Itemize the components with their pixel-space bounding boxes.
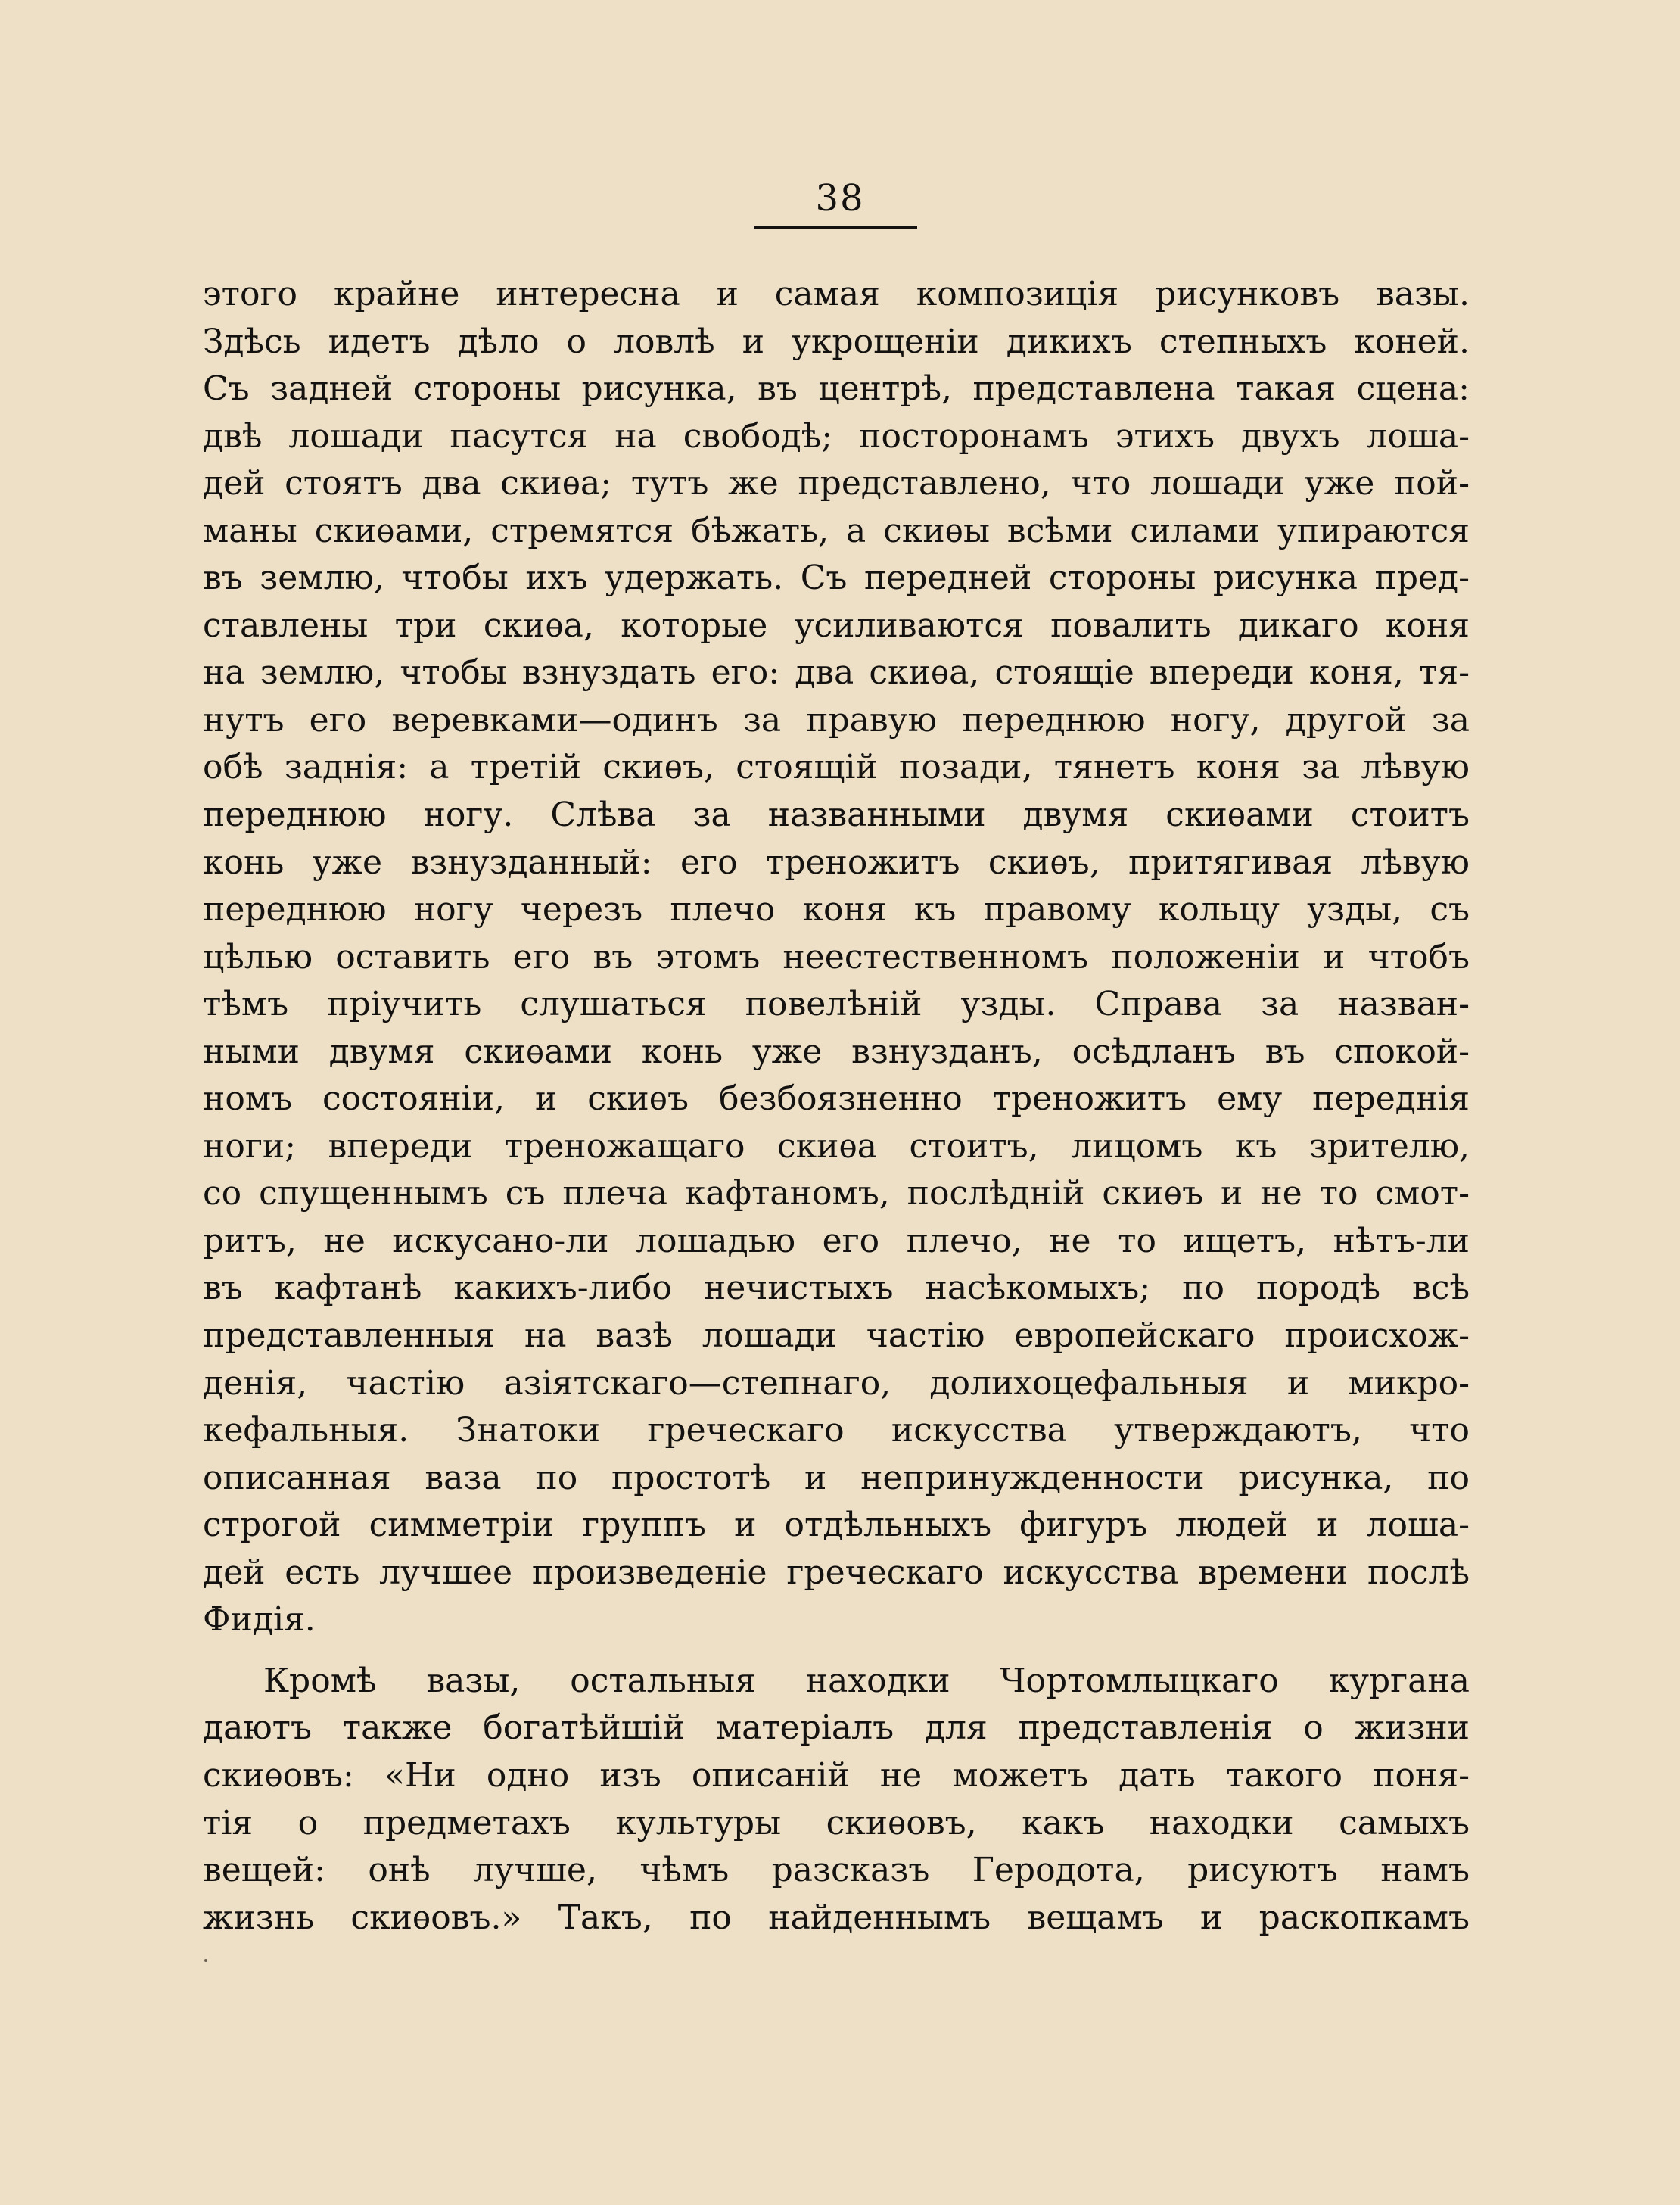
paragraph (203, 1658, 1470, 1942)
text-line: дей есть лучшее произведеніе греческаго искусства времени послѣ (203, 1553, 1470, 1592)
paragraph (203, 271, 1470, 1644)
text-line: дей стоятъ два скиѳа; тутъ же представлено, что лошади уже пой- (203, 464, 1470, 503)
text-line: денія, частію азіятскаго—степнаго, долихоцефальныя и микро- (203, 1363, 1470, 1403)
text-line: Фидія. (203, 1600, 316, 1640)
text-line: со спущеннымъ съ плеча кафтаномъ, послѣдній скиѳъ и не то смот- (203, 1174, 1470, 1213)
text-line: жизнь скиѳовъ.» Такъ, по найденнымъ вещамъ и раскопкамъ (203, 1898, 1470, 1937)
body-text (203, 271, 1470, 1942)
text-line: представленныя на вазѣ лошади частію европейскаго происхож- (203, 1316, 1470, 1356)
text-line: тія о предметахъ культуры скиѳовъ, какъ находки самыхъ (203, 1803, 1470, 1842)
text-line: этого крайне интересна и самая композиція рисунковъ вазы. (203, 275, 1470, 313)
text-line: строгой симметріи группъ и отдѣльныхъ фигуръ людей и лоша- (203, 1506, 1470, 1545)
text-line: цѣлью оставить его въ этомъ неестественномъ положеніи и чтобъ (203, 937, 1470, 976)
text-line: переднюю ногу черезъ плечо коня къ правому кольцу узды, съ (203, 890, 1470, 930)
text-line: въ кафтанѣ какихъ-либо нечистыхъ насѣкомыхъ; по породѣ всѣ (203, 1269, 1470, 1308)
text-line: номъ состояніи, и скиѳъ безбоязненно треножитъ ему переднія (203, 1079, 1470, 1119)
stray-ink-mark (204, 1959, 207, 1962)
text-line: ными двумя скиѳами конь уже взнузданъ, осѣдланъ въ спокой- (203, 1032, 1470, 1071)
page-number: 38 (815, 177, 865, 220)
text-line: двѣ лошади пасутся на свободѣ; посторонамъ этихъ двухъ лоша- (203, 416, 1470, 456)
text-line: маны скиѳами, стремятся бѣжать, а скиѳы всѣми силами упираются (203, 511, 1470, 550)
text-line: на землю, чтобы взнуздать его: два скиѳа, стоящіе впереди коня, тя- (203, 653, 1470, 693)
text-line: ритъ, не искусано-ли лошадью его плечо, не то ищетъ, нѣтъ-ли (203, 1221, 1470, 1260)
text-line: скиѳовъ: «Ни одно изъ описаній не можетъ дать такого поня- (203, 1755, 1470, 1795)
paragraph-gap (203, 1644, 1470, 1658)
text-line: переднюю ногу. Слѣва за названными двумя скиѳами стоитъ (203, 796, 1470, 835)
text-line: Здѣсь идетъ дѣло о ловлѣ и укрощеніи дикихъ степныхъ коней. (203, 322, 1470, 361)
text-line: нутъ его веревками—одинъ за правую переднюю ногу, другой за (203, 700, 1470, 740)
page-number-rule (754, 226, 917, 229)
text-line: описанная ваза по простотѣ и непринужденности рисунка, по (203, 1458, 1470, 1497)
text-line: обѣ заднія: а третій скиѳъ, стоящій позади, тянетъ коня за лѣвую (203, 748, 1470, 787)
text-line: даютъ также богатѣйшій матеріалъ для представленія о жизни (203, 1708, 1470, 1748)
text-line: ноги; впереди треножащаго скиѳа стоитъ, лицомъ къ зрителю, (203, 1126, 1470, 1166)
text-line: Кромѣ вазы, остальныя находки Чортомлыцкаго кургана (263, 1661, 1470, 1700)
text-line: конь уже взнузданный: его треножитъ скиѳъ, притягивая лѣвую (203, 842, 1470, 882)
text-line: въ землю, чтобы ихъ удержать. Съ передней стороны рисунка пред- (203, 559, 1470, 598)
text-line: вещей: онѣ лучше, чѣмъ разсказъ Геродота, рисуютъ намъ (203, 1851, 1470, 1890)
text-line: Съ задней стороны рисунка, въ центрѣ, представлена такая сцена: (203, 369, 1470, 409)
text-line: кефальныя. Знатоки греческаго искусства утверждаютъ, что (203, 1411, 1470, 1450)
text-line: ставлены три скиѳа, которые усиливаются повалить дикаго коня (203, 606, 1470, 645)
text-line: тѣмъ пріучить слушаться повелѣній узды. Справа за назван- (203, 985, 1470, 1024)
